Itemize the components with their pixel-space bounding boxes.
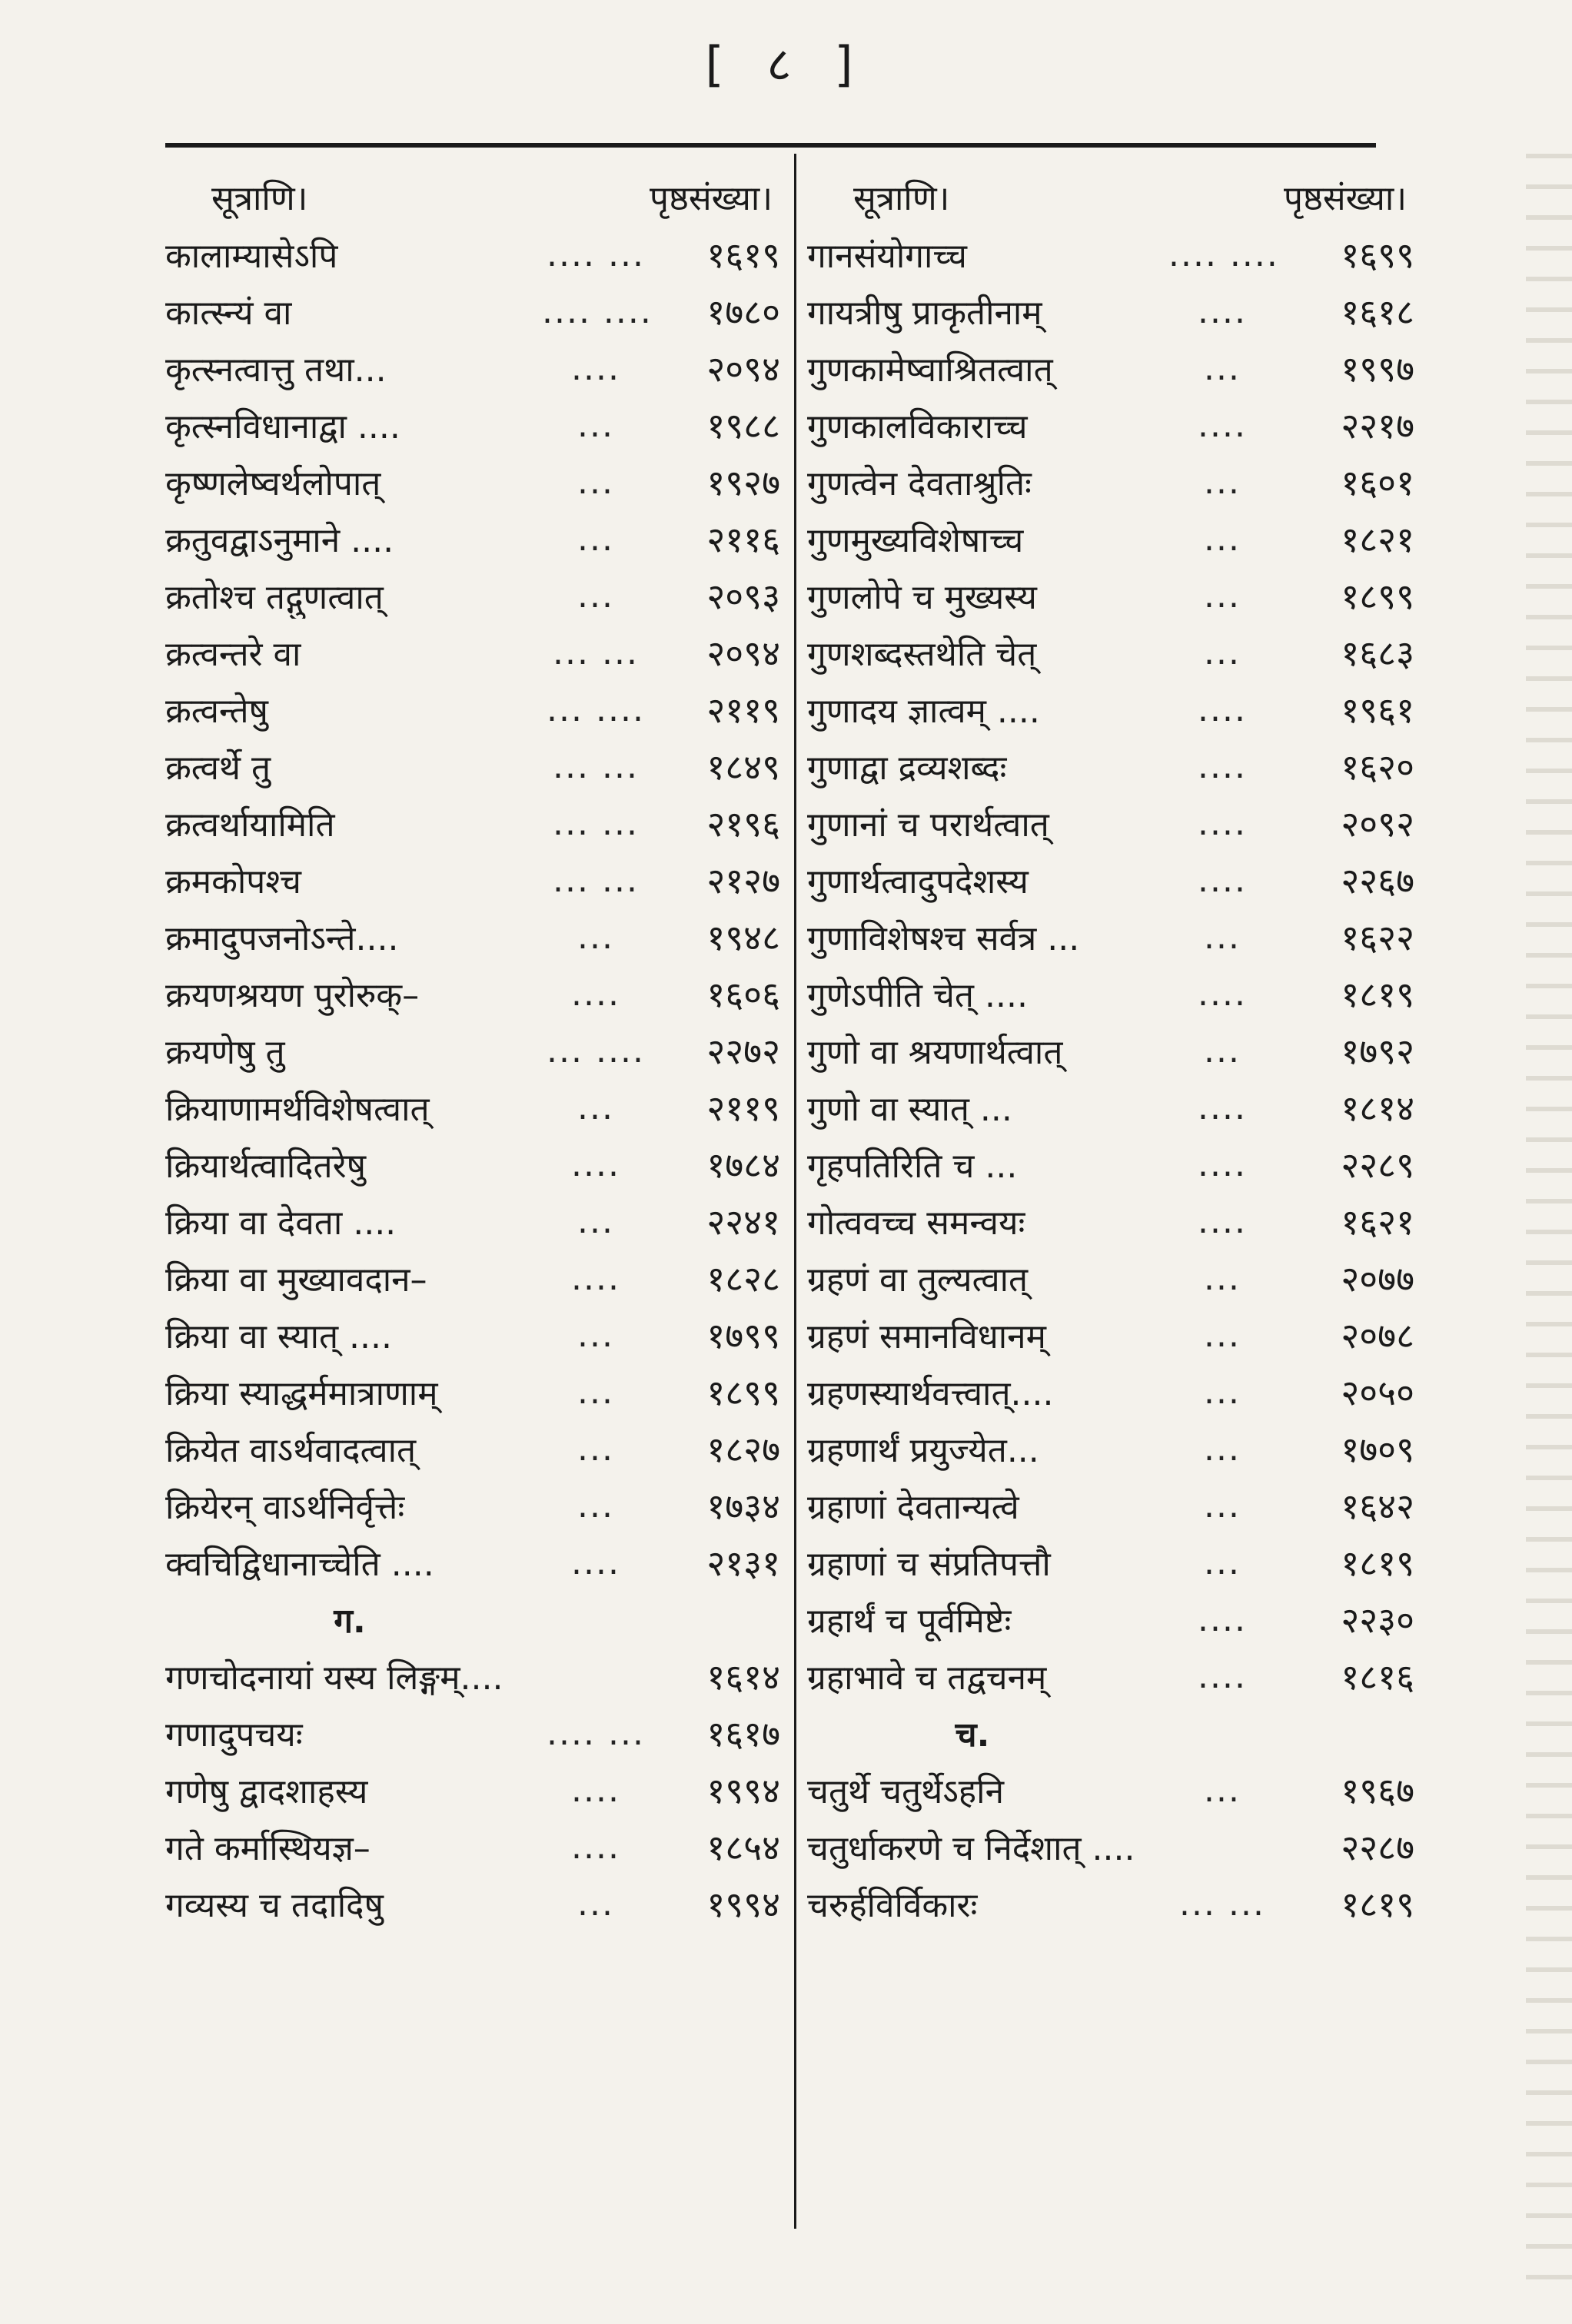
page-number-ref: १६४२ [1341,1486,1414,1527]
leader-dots: ... [577,405,614,445]
index-entry [165,1363,788,1420]
index-entry [807,397,1422,453]
index-entry [807,340,1422,397]
index-entry [165,1705,788,1761]
sutra-text: क्रिया वा देवता .... [165,1204,397,1243]
sutra-text: गायत्रीषु प्राकृतीनाम् [807,294,1042,333]
page-number-ref: १६०६ [706,974,780,1015]
sutra-text: ग्रहाभावे च तद्वचनम् [807,1658,1047,1698]
page-number-ref: २२३० [1341,1599,1414,1641]
left-entry-list [165,226,788,1932]
sutra-text: कृत्स्नविधानाद्वा .... [165,407,400,447]
index-entry [165,340,788,397]
page-number-ref: १७०९ [1341,1429,1414,1470]
page-number-ref: १६२० [1341,746,1414,788]
page-number-ref: २०९४ [706,348,780,390]
leader-dots: .... [1198,405,1247,445]
leader-dots: ... [1204,1542,1241,1582]
page-number-ref: १७८४ [706,1144,780,1186]
index-entry [807,681,1422,738]
right-column [807,168,1422,1932]
index-entry [807,1818,1422,1875]
index-entry [165,226,788,283]
page-number-ref: १८९९ [706,1372,780,1413]
index-entry [807,453,1422,510]
leader-dots: ... [577,1486,614,1526]
leader-dots: ... [1204,1486,1241,1526]
sutra-text: गानसंयोगाच्च [807,237,967,276]
page-number-ref: २२७२ [706,1031,780,1072]
index-entry [165,1193,788,1250]
index-entry [165,1875,788,1932]
sutra-text: गुणाद्वा द्रव्यशब्दः [807,749,1007,788]
page-number-ref: २११६ [706,519,780,560]
sutra-text: क्रतोश्च तद्गुणत्वात् [165,578,384,617]
page-number-ref: २११९ [706,689,780,731]
sutra-text: क्रत्वन्तरे वा [165,635,301,674]
section-letter: च. [955,1715,990,1755]
index-entry [807,226,1422,283]
leader-dots: .... [571,1258,620,1298]
leader-dots: .... .... [542,291,653,331]
page-number: [ ८ ] [705,36,867,92]
sutra-text: गुणत्वेन देवताश्रुतिः [807,464,1032,503]
index-entry [807,1136,1422,1193]
leader-dots: .... ... [547,1713,645,1753]
page-number-ref: २०९३ [706,576,780,617]
page-number-ref: १६९९ [1341,234,1414,276]
sutra-header: सूत्राणि। [211,179,308,218]
leader-dots: ... [1204,1372,1241,1412]
page-number-ref: १८९९ [1341,576,1414,617]
sutra-text: ग्रहणार्थं प्रयुज्येत... [807,1431,1039,1470]
sutra-text: चतुर्थे चतुर्थेऽहनि [807,1772,1004,1811]
leader-dots: ... .... [547,1031,645,1071]
leader-dots: .... [1198,1087,1247,1127]
page-number-ref: १८५४ [706,1827,780,1868]
index-entry [807,624,1422,681]
index-entry [165,795,788,852]
sutra-text: ग्रहणं समानविधानम् [807,1317,1046,1356]
leader-dots: ... [577,1315,614,1355]
index-entry [807,567,1422,624]
index-entry [165,1136,788,1193]
sutra-text: गुणानां च परार्थत्वात् [807,805,1049,845]
leader-dots: ... [1204,1315,1241,1355]
sutra-text: क्रत्वर्थे तु [165,749,271,788]
sutra-header: सूत्राणि। [853,179,950,218]
page-number-ref: १९६१ [1341,689,1414,731]
page-number-ref: १८२८ [706,1258,780,1300]
index-entry [807,1648,1422,1705]
index-entry [807,908,1422,965]
index-entry [807,1079,1422,1136]
leader-dots: .... [571,348,620,388]
index-entry [165,1306,788,1363]
page-number-ref: १६२२ [1341,917,1414,958]
index-entry [807,1363,1422,1420]
index-entry [165,1818,788,1875]
index-entry [807,1193,1422,1250]
leader-dots: ... [1204,462,1241,502]
leader-dots: ... [577,1372,614,1412]
leader-dots: ... [1204,1258,1241,1298]
sutra-text: क्रयणेषु तु [165,1033,285,1072]
page-number-ref: २१२७ [706,860,780,901]
sutra-text: क्रतुवद्वाऽनुमाने .... [165,521,394,560]
sutra-text: क्रिया स्याद्धर्ममात्राणाम् [165,1374,438,1413]
page-number-ref: १७९२ [1341,1031,1414,1072]
index-entry [165,965,788,1022]
index-entry [165,624,788,681]
page-number-ref: २२८७ [1341,1827,1414,1868]
sutra-text: क्रमादुपजनोऽन्ते.... [165,919,399,958]
page-number-ref: १६२१ [1341,1201,1414,1243]
section-letter: ग. [334,1602,366,1641]
leader-dots: .... [1198,291,1247,331]
sutra-text: क्रयणश्रयण पुरोरुक्– [165,976,420,1015]
page-number-ref: २२४१ [706,1201,780,1243]
sutra-text: क्रियेत वाऽर्थवादत्वात् [165,1431,417,1470]
leader-dots: ... [1204,576,1241,616]
index-entry [807,795,1422,852]
index-entry [807,1420,1422,1477]
sutra-text: कृष्णलेष्वर्थलोपात् [165,464,381,503]
sutra-text: ग्रहणस्यार्थवत्त्वात्.... [807,1374,1054,1413]
sutra-text: कालाम्यासेऽपि [165,237,338,276]
leader-dots: ... [577,917,614,957]
sutra-text: ग्रहार्थं च पूर्वमिष्टेः [807,1602,1012,1641]
page-number-ref: १८१४ [1341,1087,1414,1129]
sutra-text: क्रियार्थत्वादितरेषु [165,1147,367,1186]
sutra-text: ग्रहाणां च संप्रतिपत्तौ [807,1545,1051,1584]
sutra-text: गुणो वा श्रयणार्थत्वात् [807,1033,1063,1072]
right-column-header [807,168,1422,226]
index-entry [165,283,788,340]
page-number-ref: १६१८ [1341,291,1414,333]
header-rule [165,143,1376,148]
index-entry [807,965,1422,1022]
leader-dots: .... [571,1144,620,1184]
leader-dots: ... [1204,519,1241,559]
sutra-text: गुणकामेष्वाश्रितत्वात् [807,350,1053,390]
leader-dots: ... [577,519,614,559]
leader-dots: .... .... [1168,234,1279,274]
sutra-text: ग्रहणं वा तुल्यत्वात् [807,1260,1029,1300]
sutra-text: गुणादय ज्ञात्वम् .... [807,692,1040,731]
index-entry [165,397,788,453]
index-entry [807,1534,1422,1591]
leader-dots: .... [1198,974,1247,1014]
page-number-ref: १८१९ [1341,1542,1414,1584]
leader-dots: ... [577,1201,614,1241]
left-column-header [165,168,788,226]
index-entry [807,1477,1422,1534]
sutra-text: क्रिया वा मुख्यावदान– [165,1260,427,1300]
leader-dots: .... [1198,1201,1247,1241]
page-number-ref: १६१७ [706,1713,780,1755]
index-entry [165,1477,788,1534]
page-number-ref: १६८३ [1341,632,1414,674]
leader-dots: .... [1198,689,1247,729]
index-entry [165,510,788,567]
page-number-ref: १८१६ [1341,1656,1414,1698]
page-number-ref: १८४९ [706,746,780,788]
index-entry [807,510,1422,567]
sutra-text: क्वचिद्विधानाच्चेति .... [165,1545,434,1584]
leader-dots: .... [1198,860,1247,900]
leader-dots: ... .... [547,689,645,729]
index-entry [165,1534,788,1591]
index-entry [165,852,788,908]
sutra-text: गते कर्मास्थियज्ञ– [165,1829,371,1868]
page-number-ref: २२६७ [1341,860,1414,901]
page-number-ref: १९४८ [706,917,780,958]
leader-dots: ... [1204,1429,1241,1469]
leader-dots: .... [571,1770,620,1810]
sutra-text: गुणार्थत्वादुपदेशस्य [807,862,1029,901]
page-number-ref: १९९४ [706,1884,780,1925]
leader-dots: ... ... [553,632,639,672]
page-number-ref: १९९७ [1341,348,1414,390]
page-number-ref: २०९२ [1341,803,1414,845]
leader-dots: ... [1204,632,1241,672]
page-number-ref: १८२७ [706,1429,780,1470]
leader-dots: ... ... [1179,1884,1265,1924]
sutra-text: गुणकालविकाराच्च [807,407,1028,447]
index-entry [165,1250,788,1306]
page-number-ref: २०७८ [1341,1315,1414,1356]
index-entry [165,738,788,795]
sutra-text: क्रत्वर्थायामिति [165,805,335,845]
index-entry [807,1022,1422,1079]
page-count-header: पृष्ठसंख्या। [1284,179,1407,218]
sutra-text: चरुर्हविर्विकारः [807,1886,978,1925]
page-number-ref: १७८० [706,291,780,333]
leader-dots: .... [1198,1656,1247,1696]
leader-dots: ... [1204,1770,1241,1810]
leader-dots: .... [571,1827,620,1867]
index-entry [807,738,1422,795]
right-entry-list [807,226,1422,1932]
page-edge-smudge [1526,154,1572,2306]
page-number-ref: १९८८ [706,405,780,447]
page-number-ref: २२१७ [1341,405,1414,447]
page-number-ref: १८१९ [1341,974,1414,1015]
sutra-text: गुणो वा स्यात् ... [807,1090,1012,1129]
sutra-text: गोत्ववच्च समन्वयः [807,1204,1025,1243]
page-number-ref: १७३४ [706,1486,780,1527]
page-number-ref: १६१४ [706,1656,780,1698]
sutra-text: क्रियाणामर्थविशेषत्वात् [165,1090,430,1129]
sutra-text: चतुर्धाकरणे च निर्देशात् .... [807,1829,1135,1868]
leader-dots: .... [1198,1599,1247,1639]
sutra-text: गुणलोपे च मुख्यस्य [807,578,1037,617]
sutra-text: गणचोदनायां यस्य लिङ्गम्.... [165,1658,504,1698]
column-divider [794,154,796,2229]
page-number-ref: २१९६ [706,803,780,845]
page-number-ref: १९२७ [706,462,780,503]
sutra-text: गणेषु द्वादशाहस्य [165,1772,368,1811]
page-number-ref: १६०१ [1341,462,1414,503]
leader-dots: .... [1198,746,1247,786]
index-entry [165,1079,788,1136]
leader-dots: ... [577,1884,614,1924]
index-entry [165,567,788,624]
sutra-text: गृहपतिरिति च ... [807,1147,1018,1186]
leader-dots: ... [577,1087,614,1127]
index-entry [165,1420,788,1477]
sutra-text: क्रिया वा स्यात् .... [165,1317,392,1356]
page-count-header: पृष्ठसंख्या। [650,179,773,218]
page-number-ref: २११९ [706,1087,780,1129]
index-entry [165,1022,788,1079]
leader-dots: ... [577,1429,614,1469]
index-entry [807,1875,1422,1932]
page-number-ref: १८२१ [1341,519,1414,560]
sutra-text: गुणाविशेषश्च सर्वत्र ... [807,919,1080,958]
index-entry [807,1761,1422,1818]
sutra-text: गुणेऽपीति चेत् .... [807,976,1028,1015]
index-entry [807,1306,1422,1363]
leader-dots: .... [1198,803,1247,843]
index-entry [165,1648,788,1705]
page-number-ref: २२८९ [1341,1144,1414,1186]
page-number-ref: १८१९ [1341,1884,1414,1925]
leader-dots: ... [577,576,614,616]
sutra-text: गुणशब्दस्तथेति चेत् [807,635,1037,674]
index-entry [165,1761,788,1818]
leader-dots: ... ... [553,803,639,843]
index-entry [165,681,788,738]
page-number-ref: २०७७ [1341,1258,1414,1300]
sutra-text: क्रत्वन्तेषु [165,692,268,731]
index-entry [807,1250,1422,1306]
leader-dots: ... ... [553,860,639,900]
page-number-ref: २०९४ [706,632,780,674]
leader-dots: ... ... [553,746,639,786]
leader-dots: ... [1204,1031,1241,1071]
page-number-ref: २०५० [1341,1372,1414,1413]
sutra-text: गव्यस्य च तदादिषु [165,1886,384,1925]
page-number-ref: २१३१ [706,1542,780,1584]
index-entry [165,453,788,510]
sutra-text: क्रमकोपश्च [165,862,301,901]
sutra-text: कात्स्न्यं वा [165,294,292,333]
page-number-ref: १९६७ [1341,1770,1414,1811]
index-entry [165,908,788,965]
index-entry [807,852,1422,908]
leader-dots: .... [571,974,620,1014]
sutra-text: गणादुपचयः [165,1715,303,1755]
page-number-ref: १७९९ [706,1315,780,1356]
leader-dots: ... [577,462,614,502]
sutra-text: क्रियेरन् वाऽर्थनिर्वृत्तेः [165,1488,405,1527]
left-column [165,168,788,1932]
sutra-text: कृत्स्नत्वात्तु तथा... [165,350,387,390]
leader-dots: .... [1198,1144,1247,1184]
leader-dots: .... [571,1542,620,1582]
page-number-ref: १६१९ [706,234,780,276]
leader-dots: ... [1204,917,1241,957]
index-entry [807,283,1422,340]
leader-dots: .... ... [547,234,645,274]
leader-dots: ... [1204,348,1241,388]
sutra-text: गुणमुख्यविशेषाच्च [807,521,1024,560]
index-entry [807,1591,1422,1648]
sutra-text: ग्रहाणां देवतान्यत्वे [807,1488,1019,1527]
page-number-ref: १९९४ [706,1770,780,1811]
